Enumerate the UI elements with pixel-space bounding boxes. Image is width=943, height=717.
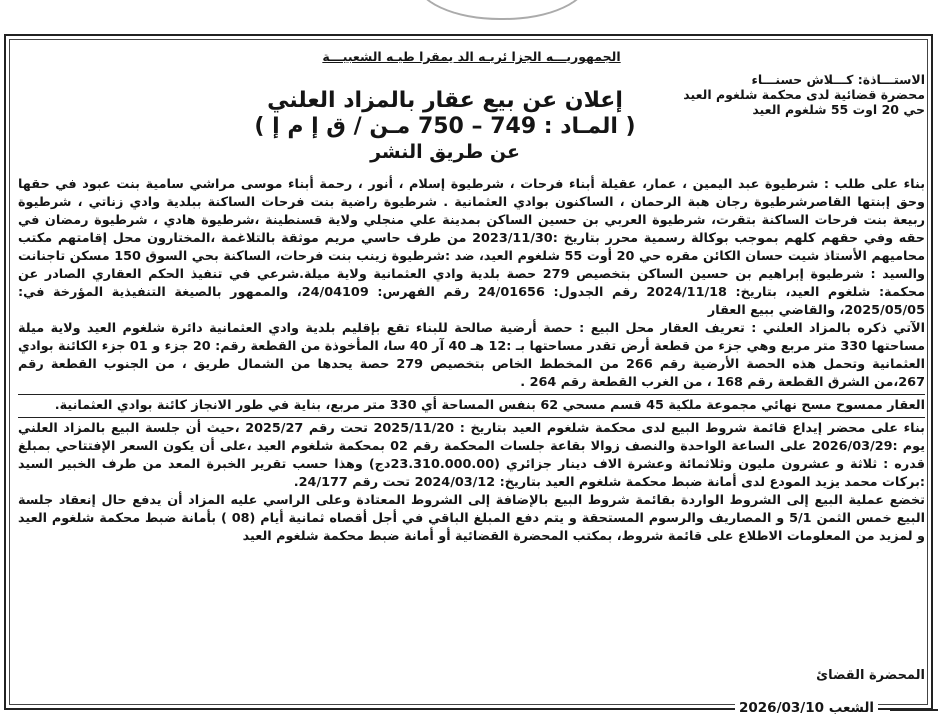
bailiff-address: حي 20 اوت 55 شلغوم العيد (752, 102, 925, 117)
newspaper-credit (735, 700, 878, 716)
paragraph-conditions: تخضع عملية البيع إلى الشروط الواردة بقائمة شروط البيع بالإضافة إلى الشروط المعتادة وعلى الراسي عليه المزاد أن يدفع حال إنعقاد جلسة البيع خمس الثمن 5/1 و المصاريف والرسوم المستحقة و يتم دفع المبلغ الباقي في أجل أقصاه ثمانية أيام (08 ) بأمانة ضبط محكمة شلغوم العيد و لمزيد من المعلومات الاطلاع على قائمة شروط، بمكتب المحضرة القضائية أو أمانة ضبط محكمة شلغوم العيد (18, 493, 925, 544)
title-publication: عن طريق النشر (370, 141, 520, 163)
title-articles: ( المـاد : 749 – 750 مـن / ق إ م إ ) (254, 114, 636, 139)
publication-date: 2026/03/10 (739, 700, 825, 716)
stamp-seal (415, 0, 589, 20)
paragraph-parties: بناء على طلب : شرطيوة عبد اليمين ، عمار، عقيلة أبناء فرحات ، شرطيوة إسلام ، أنور ، رحمة أبناء موسى مراشي سامية بنت عبود في حقها وحق إبنتها القاصرشرطيوة رجان هبة الرحمان ، الساكنون بوادي العثمانية . شرطيوة راضية بنت فرحات الساكنة ببلدية وادي زناتي ، شرطيوة ربيعة بنت فرحات الساكنة بتقرت، شرطيوة العربي بن حسين الساكن بمدينة علي منجلي ولاية قسنطينة ،شرطيوة هادي ، شرطيوة رمضان في حقه وفي حقهم كلهم بموجب بوكالة رسمية محرر بتاريخ :2023/11/30 من طرف حاسي مريم موثقة بالتلاغمة ،المختارون محل إقامتهم مكتب محاميهم الأستاذ شيت حسان الكائن مقره حي 20 أوت 55 شلغوم العيد، ضد :شرطيوة زينب بنت فرحات، الساكنة بحي السوق 150 مسكن تاجنانت والسيد : شرطيوة إبراهيم بن حسين الساكن بتخصيص 279 حصة بلدية وادي العثمانية ولاية ميلة.شرعي في تنفيذ الحكم العقاري الصادر عن محكمة: شلغوم العيد، بتاريخ: 2024/11/18 رقم الجدول: 24/01656 رقم الفهرس: 24/04109، والممهور بالصيغة التنفيذية المؤرخة في: 2025/05/05، والقاضي ببيع العقار (18, 177, 925, 318)
divider (18, 417, 925, 418)
bailiff-office: محضرة قضائية لدى محكمة شلغوم العيد (683, 87, 925, 102)
divider (18, 394, 925, 395)
notice-body (18, 176, 925, 546)
paragraph-cadastre: العقار ممسوح مسح نهائي مجموعة ملكية 45 قسم مسحي 62 بنفس المساحة أي 330 متر مربع، بناية في طور الانجاز كائنة بوادي العثمانية. (54, 398, 925, 413)
signature: المحضرة القضائ (816, 668, 925, 683)
bailiff-name: الاستـــاذة: كـــلاش حسنـــاء (751, 72, 925, 87)
republic-heading (0, 49, 943, 64)
republic-text: الجمهوريـــه الجزا ئريـه الد يمقرا طيـه الشعبيـــة (322, 49, 621, 64)
paragraph-property: الآتي ذكره بالمزاد العلني : تعريف العقار محل البيع : حصة أرضية صالحة للبناء تقع بإقليم بلدية وادي العثمانية دائرة شلغوم العيد ولاية ميلة مساحتها 330 متر مربع وهي جزء من قطعة أرض تقدر مساحتها بـ :12 هـ 40 آر 40 سا، المأخوذة من القطعة رقم: 20 جزء و 01 جزء الكائنة بوادي العثمانية وتحمل هذه الحصة الأرضية رقم 266 من المخطط الخاص بتخصيص 279 حصة يحدها من الشمال طريق ، من الجنوب القطعة رقم 267،من الشرق القطعة رقم 168 ، من الغرب القطعة رقم 264 . (18, 321, 925, 390)
newspaper-name: الشعب (828, 700, 875, 716)
title-main: إعلان عن بيع عقار بالمزاد العلني (267, 88, 623, 113)
paragraph-sale-session: بناء على محضر إيداع قائمة شروط البيع لدى محكمة شلغوم العيد بتاريخ : 2025/11/20 تحت رقم 2025/27 ،حيث أن جلسة البيع بالمزاد العلني يوم :2026/03/29 على الساعة الواحدة والنصف زوالا بقاعة جلسات المحكمة رقم 02 بمحكمة شلغوم العيد ،على أن يكون السعر الإفتتاحي بمبلغ قدره : ثلاثة و عشرون مليون وثلاثمائة وعشرة الاف دينار جزائري (23.310.000.00دج) وهذا حسب تقرير الخبرة المعد من طرف الخبير السيد :بركات محمد يزيد المودع لدى أمانة ضبط محكمة شلغوم العيد بتاريخ: 2024/03/12 تحت رقم 24/177. (18, 421, 925, 490)
notice-title (150, 88, 740, 164)
footer-rule (890, 709, 938, 711)
